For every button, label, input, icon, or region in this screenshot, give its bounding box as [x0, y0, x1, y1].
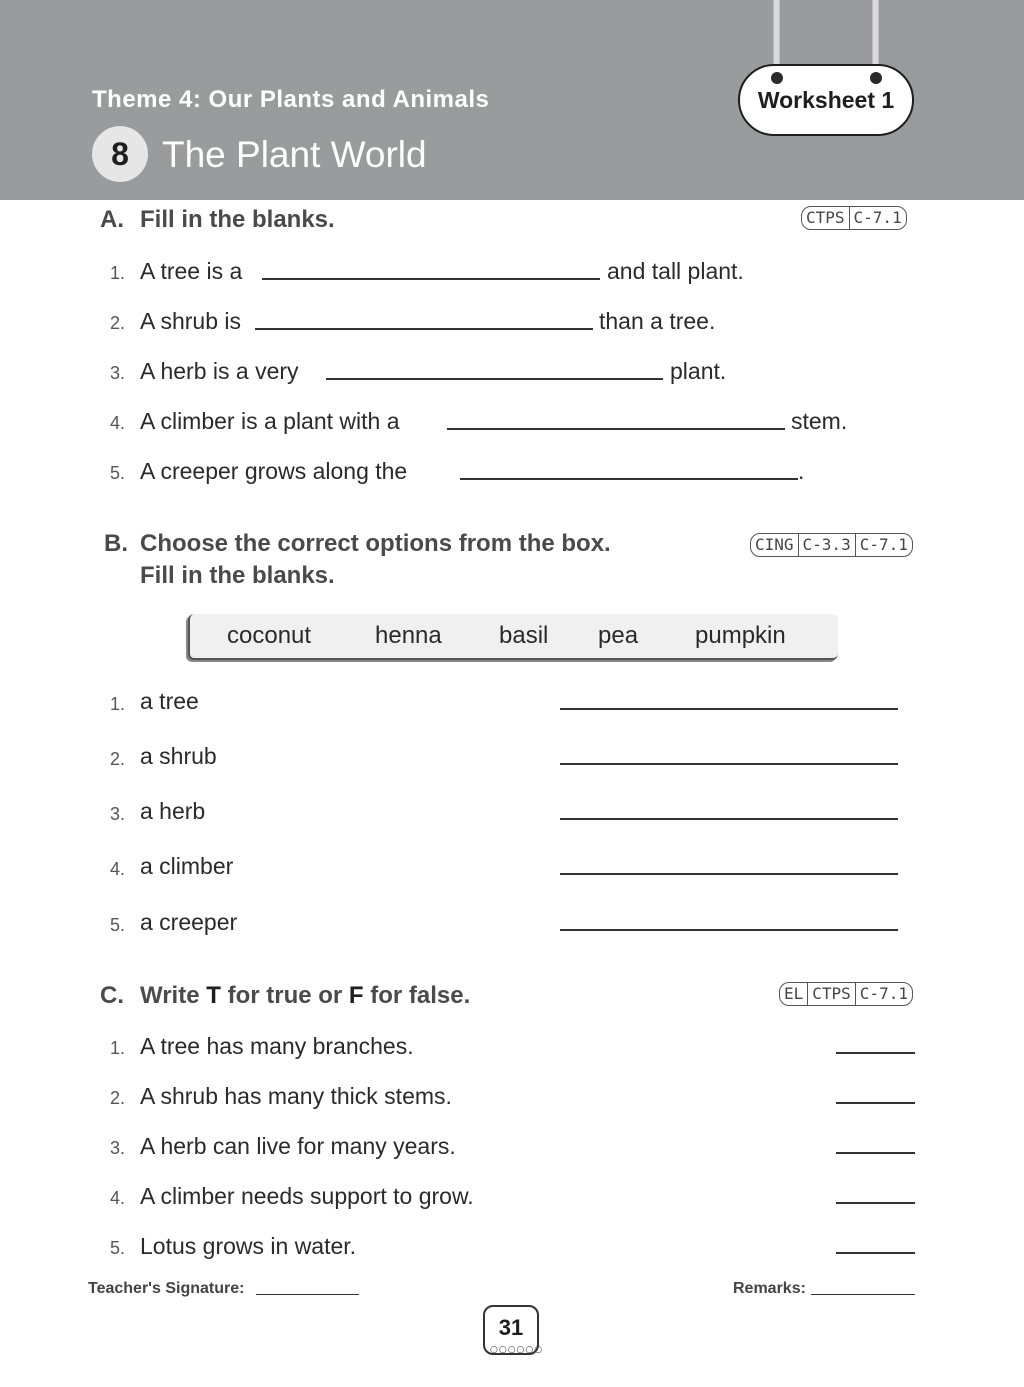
option-word: pea — [598, 622, 639, 649]
section-b-heading: Choose the correct options from the box. — [140, 530, 611, 557]
section-c-heading-pre: Write — [140, 982, 207, 1009]
question-number: 2. — [110, 1088, 126, 1108]
answer-blank[interactable] — [326, 378, 663, 380]
tag-hole-right — [870, 72, 882, 84]
remarks-label: Remarks: — [733, 1280, 806, 1297]
page-number-text: 31 — [498, 1315, 524, 1340]
question-text: A creeper grows along the — [140, 458, 408, 484]
question-number: 4. — [110, 859, 126, 879]
question-number: 5. — [110, 1238, 126, 1258]
statement-text: A shrub has many thick stems. — [140, 1083, 452, 1109]
section-b-letter: B. — [104, 530, 128, 557]
question-text: a tree — [140, 688, 199, 714]
answer-blank[interactable] — [560, 873, 898, 875]
answer-blank[interactable] — [560, 929, 898, 931]
answer-blank[interactable] — [836, 1052, 915, 1054]
answer-blank[interactable] — [560, 818, 898, 820]
section-c-letter: C. — [100, 982, 124, 1009]
teacher-signature-line[interactable] — [256, 1294, 359, 1295]
question-number: 1. — [110, 694, 126, 714]
question-text-end: . — [798, 458, 805, 484]
answer-blank[interactable] — [836, 1252, 915, 1254]
question-number: 2. — [110, 313, 126, 333]
statement-text: Lotus grows in water. — [140, 1233, 357, 1259]
option-word: coconut — [227, 622, 312, 649]
question-text: A climber is a plant with a — [140, 408, 400, 434]
section-a-letter: A. — [100, 206, 124, 233]
question-number: 1. — [110, 1038, 126, 1058]
question-text-end: plant. — [670, 358, 727, 384]
code-tag: CING — [751, 534, 799, 556]
question-text: A herb is a very — [140, 358, 299, 384]
answer-blank[interactable] — [836, 1102, 915, 1104]
section-c-title — [100, 982, 470, 1010]
code-tag: CTPS — [808, 983, 856, 1005]
worksheet-label: Worksheet 1 — [757, 86, 895, 113]
question-text: a herb — [140, 798, 206, 824]
answer-blank[interactable] — [447, 428, 785, 430]
question-text-end: stem. — [791, 408, 848, 434]
question-number: 4. — [110, 1188, 126, 1208]
tag-hole-left — [771, 72, 783, 84]
code-tag: C-7.1 — [859, 984, 908, 1003]
section-c-heading-mid: for true or — [220, 982, 349, 1009]
statement-text: A climber needs support to grow. — [140, 1183, 474, 1209]
section-b-codes — [750, 533, 913, 557]
answer-blank[interactable] — [560, 708, 898, 710]
hanger-string-right — [872, 0, 879, 72]
code-tag: C-7.1 — [853, 208, 902, 227]
chapter-title: The Plant World — [162, 134, 427, 175]
remarks-line[interactable] — [811, 1294, 915, 1295]
option-word: pumpkin — [695, 622, 786, 649]
page-badge-dots-icon: ○○○○○○ — [490, 1345, 544, 1355]
statement-text: A herb can live for many years. — [140, 1133, 456, 1159]
question-number: 2. — [110, 749, 126, 769]
chapter-number-badge: 8 — [92, 126, 148, 182]
section-c-heading-t: T — [206, 982, 221, 1009]
question-number: 3. — [110, 804, 126, 824]
section-a-title — [100, 206, 335, 234]
section-b-title — [104, 530, 611, 558]
option-word: basil — [499, 622, 549, 649]
question-text-end: and tall plant. — [607, 258, 744, 284]
question-text: a shrub — [140, 743, 217, 769]
answer-blank[interactable] — [262, 278, 600, 280]
option-word: henna — [375, 622, 442, 649]
section-a-codes — [801, 206, 907, 230]
question-text: a creeper — [140, 909, 238, 935]
question-text: a climber — [140, 853, 234, 879]
teacher-signature-label: Teacher's Signature: — [88, 1280, 245, 1297]
theme-title: Theme 4: Our Plants and Animals — [92, 86, 490, 113]
question-number: 1. — [110, 263, 126, 283]
statement-text: A tree has many branches. — [140, 1033, 414, 1059]
section-a-heading: Fill in the blanks. — [140, 206, 335, 233]
answer-blank[interactable] — [560, 763, 898, 765]
answer-blank[interactable] — [460, 478, 798, 480]
answer-blank[interactable] — [255, 328, 593, 330]
hanger-string-left — [773, 0, 780, 72]
question-text: A shrub is — [140, 308, 241, 334]
section-c-codes — [779, 982, 913, 1006]
question-number: 5. — [110, 463, 126, 483]
worksheet-tag — [738, 64, 914, 136]
code-tag: CTPS — [802, 207, 850, 229]
section-c-heading-f: F — [348, 982, 364, 1009]
answer-blank[interactable] — [836, 1152, 915, 1154]
section-b-subtitle: Fill in the blanks. — [140, 562, 335, 589]
code-tag: EL — [780, 983, 808, 1005]
code-tag: C-7.1 — [859, 535, 908, 554]
code-tag: C-3.3 — [799, 534, 856, 556]
answer-blank[interactable] — [836, 1202, 915, 1204]
question-number: 5. — [110, 915, 126, 935]
question-number: 3. — [110, 363, 126, 383]
question-number: 3. — [110, 1138, 126, 1158]
question-text-end: than a tree. — [599, 308, 716, 334]
question-text: A tree is a — [140, 258, 243, 284]
question-number: 4. — [110, 413, 126, 433]
section-c-heading-post: for false. — [363, 982, 471, 1009]
